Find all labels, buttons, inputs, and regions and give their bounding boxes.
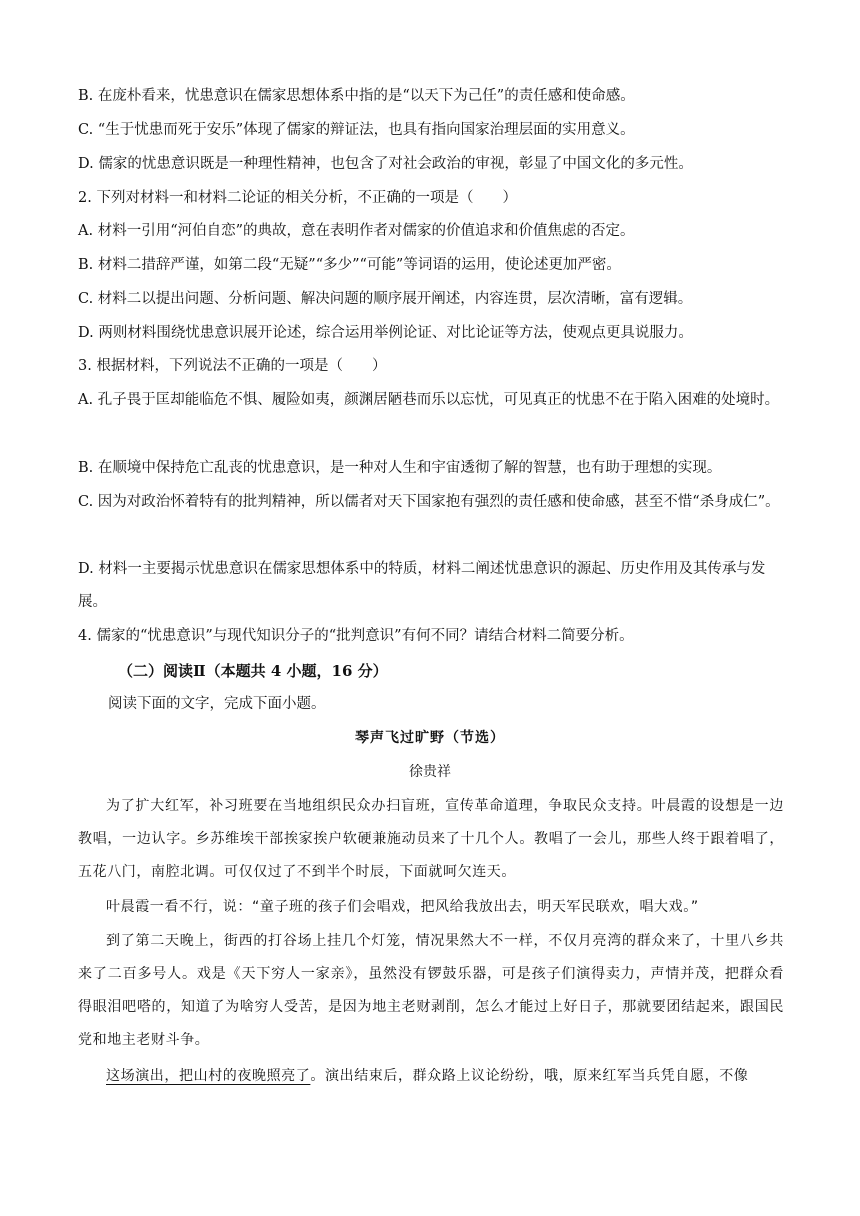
q2-option-b: B. 材料二措辞严谨，如第二段“无疑”“多少”“可能”等词语的运用，使论述更加严密。	[78, 257, 621, 273]
section-instruction: 阅读下面的文字，完成下面小题。	[108, 696, 326, 712]
q4-stem: 4. 儒家的“忧患意识”与现代知识分子的“批判意识”有何不同？请结合材料二简要分析。	[78, 628, 634, 644]
story-author: 徐贵祥	[409, 764, 451, 780]
q1-option-c: C. “生于忧患而死于安乐”体现了儒家的辩证法，也具有指向国家治理层面的实用意义。	[78, 122, 635, 138]
story-title: 琴声飞过旷野（节选）	[355, 730, 505, 746]
story-paragraph-4	[78, 1060, 784, 1093]
q3-option-a: A. 孔子畏于匡却能临危不惧、履险如夷，颜渊居陋巷而乐以忘忧，可见真正的忧患不在于陷入困难的处境时。	[78, 392, 780, 408]
q2-stem: 2. 下列对材料一和材料二论证的相关分析，不正确的一项是（ ）	[78, 190, 517, 206]
q3-option-c: C. 因为对政治怀着特有的批判精神，所以儒者对天下国家抱有强烈的责任感和使命感，甚至不惜“杀身成仁”。	[78, 494, 780, 510]
q3-option-b: B. 在顺境中保持危亡乱丧的忧患意识，是一种对人生和宇宙透彻了解的智慧，也有助于理想的实现。	[78, 460, 722, 476]
q2-option-d: D. 两则材料围绕忧患意识展开论述，综合运用举例论证、对比论证等方法，使观点更具说服力。	[78, 325, 693, 341]
q2-option-c: C. 材料二以提出问题、分析问题、解决问题的顺序展开阐述，内容连贯，层次清晰，富有逻辑。	[78, 291, 693, 307]
story-paragraph-1: 为了扩大红军，补习班要在当地组织民众办扫盲班，宣传革命道理，争取民众支持。叶晨霞的设想是一边教唱，一边认字。乡苏维埃干部挨家挨户软硬兼施动员来了十几个人。教唱了一会儿，那些人终于跟着唱了，五花八门，南腔北调。可仅仅过了不到半个时辰，下面就呵欠连天。	[78, 798, 784, 880]
story-paragraph-3: 到了第二天晚上，街西的打谷场上挂几个灯笼，情况果然大不一样，不仅月亮湾的群众来了，十里八乡共来了二百多号人。戏是《天下穷人一家亲》，虽然没有锣鼓乐器，可是孩子们演得卖力，声情并茂，把群众看得眼泪吧嗒的，知道了为啥穷人受苦，是因为地主老财剥削，怎么才能过上好日子，那就要团结起来，跟国民党和地主老财斗争。	[78, 933, 784, 1048]
story-paragraph-2: 叶晨霞一看不行，说：“童子班的孩子们会唱戏，把风给我放出去，明天军民联欢，唱大戏。”	[106, 899, 699, 915]
section-heading: （二）阅读Ⅱ（本题共 4 小题，16 分）	[118, 662, 388, 680]
q3-stem: 3. 根据材料，下列说法不正确的一项是（ ）	[78, 358, 387, 374]
paragraph-4-text: 。演出结束后，群众路上议论纷纷，哦，原来红军当兵凭自愿，不像	[310, 1068, 749, 1084]
q1-option-d: D. 儒家的忧患意识既是一种理性精神，也包含了对社会政治的审视，彰显了中国文化的多元性。	[78, 156, 693, 172]
underlined-sentence: 这场演出，把山村的夜晚照亮了	[106, 1068, 311, 1084]
q1-option-b: B. 在庞朴看来，忧患意识在儒家思想体系中指的是“以天下为己任”的责任感和使命感。	[78, 88, 635, 104]
q2-option-a: A. 材料一引用“河伯自恋”的典故，意在表明作者对儒家的价值追求和价值焦虑的否定。	[78, 223, 635, 239]
q3-option-d: D. 材料一主要揭示忧患意识在儒家思想体系中的特质，材料二阐述忧患意识的源起、历史作用及其传承与发展。	[78, 561, 766, 610]
